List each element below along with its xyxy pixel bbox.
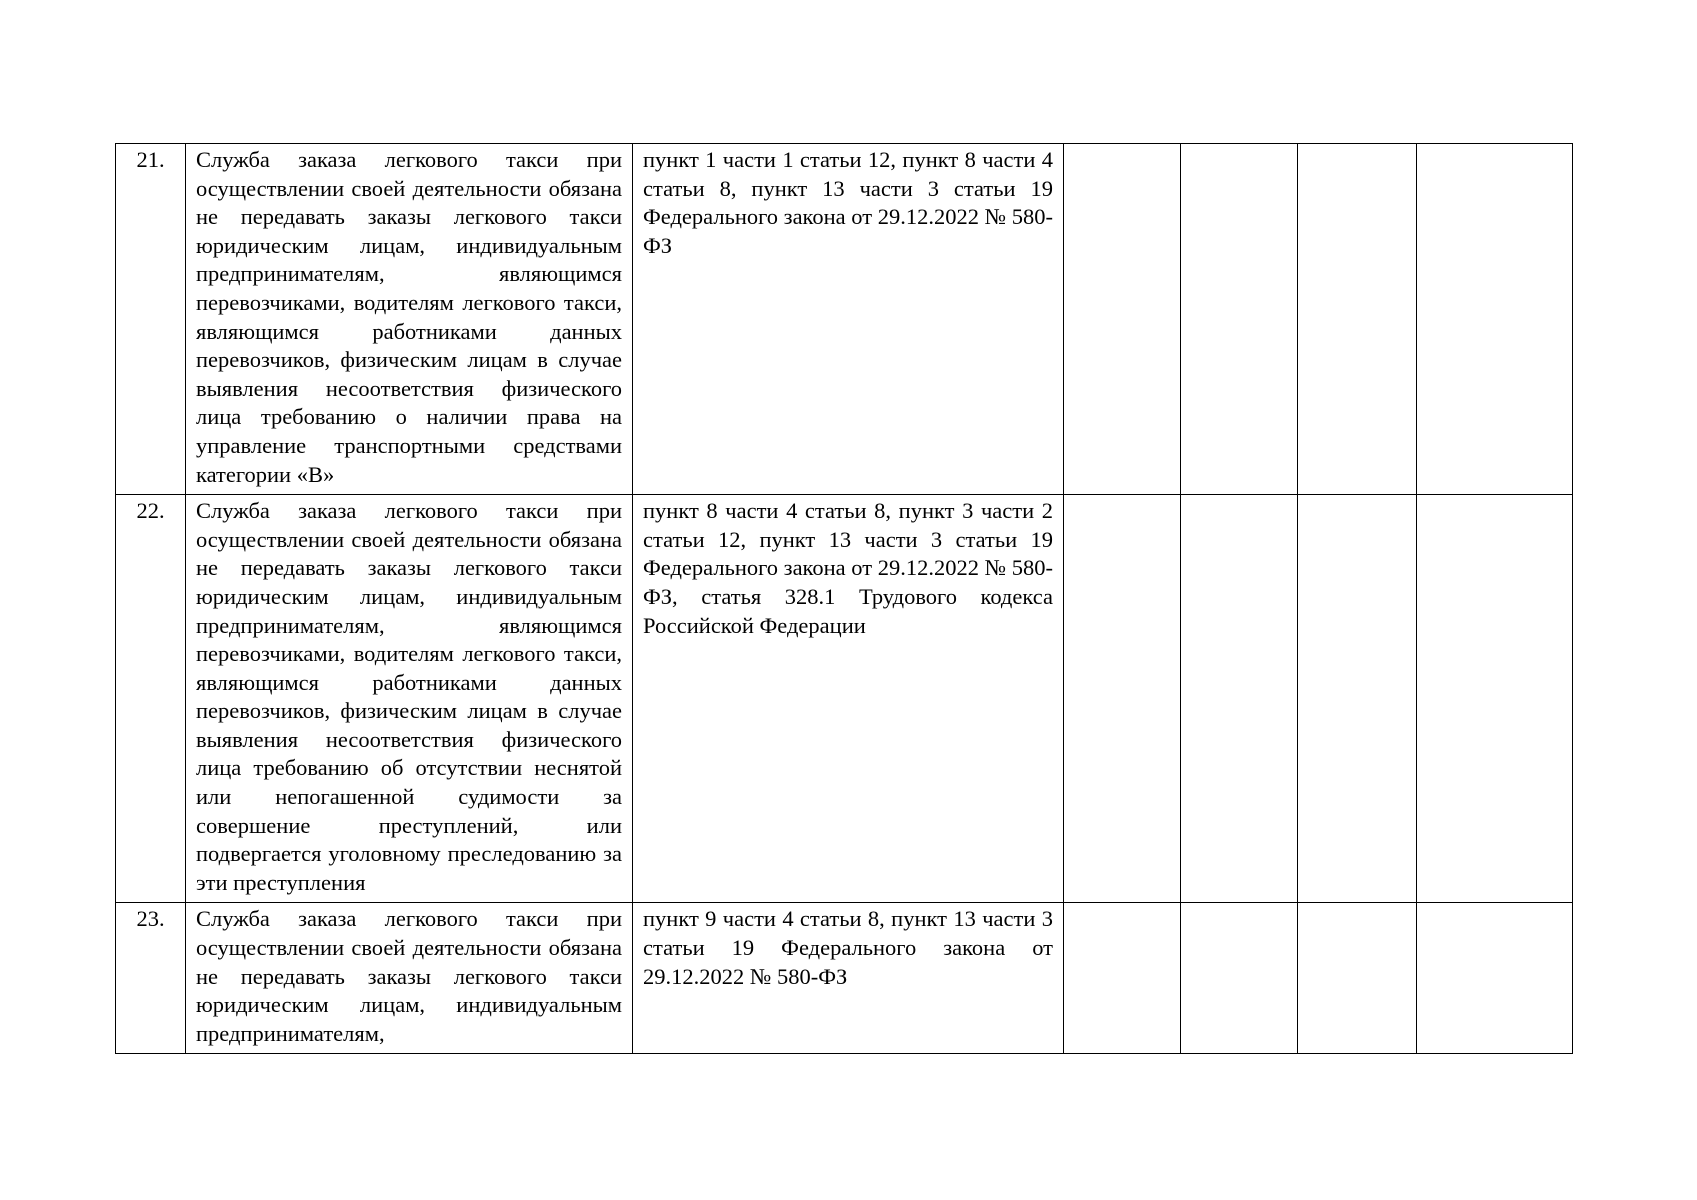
row-number: 21. <box>116 144 186 495</box>
empty-cell <box>1181 903 1298 1054</box>
legal-reference: пункт 1 части 1 статьи 12, пункт 8 части 4 статьи 8, пункт 13 части 3 статьи 19 Федерального закона от 29.12.2022 № 580-ФЗ <box>633 144 1064 495</box>
requirement-text: Служба заказа легкового такси при осуществлении своей деятельности обязана не передавать заказы легкового такси юридическим лицам, индивидуальным предпринимателям, <box>186 903 633 1054</box>
empty-cell <box>1298 495 1417 903</box>
legal-reference: пункт 8 части 4 статьи 8, пункт 3 части 2 статьи 12, пункт 13 части 3 статьи 19 Федерального закона от 29.12.2022 № 580-ФЗ, статья 328.1 Трудового кодекса Российской Федерации <box>633 495 1064 903</box>
requirements-table <box>115 143 1573 1054</box>
row-number: 23. <box>116 903 186 1054</box>
empty-cell <box>1181 495 1298 903</box>
empty-cell <box>1181 144 1298 495</box>
empty-cell <box>1064 495 1181 903</box>
table-row <box>116 495 1573 903</box>
requirement-text: Служба заказа легкового такси при осуществлении своей деятельности обязана не передавать заказы легкового такси юридическим лицам, индивидуальным предпринимателям, являющимся перевозчиками, водителям легкового такси, являющимся работниками данных перевозчиков, физическим лицам в случае выявления несоответствия физического лица требованию о наличии права на управление транспортными средствами категории «В» <box>186 144 633 495</box>
empty-cell <box>1064 144 1181 495</box>
requirement-text: Служба заказа легкового такси при осуществлении своей деятельности обязана не передавать заказы легкового такси юридическим лицам, индивидуальным предпринимателям, являющимся перевозчиками, водителям легкового такси, являющимся работниками данных перевозчиков, физическим лицам в случае выявления несоответствия физического лица требованию об отсутствии неснятой или непогашенной судимости за совершение преступлений, или подвергается уголовному преследованию за эти преступления <box>186 495 633 903</box>
empty-cell <box>1298 903 1417 1054</box>
row-number: 22. <box>116 495 186 903</box>
empty-cell <box>1298 144 1417 495</box>
table-row <box>116 144 1573 495</box>
empty-cell <box>1417 144 1573 495</box>
empty-cell <box>1417 903 1573 1054</box>
table-row <box>116 903 1573 1054</box>
legal-reference: пункт 9 части 4 статьи 8, пункт 13 части 3 статьи 19 Федерального закона от 29.12.2022 № 580-ФЗ <box>633 903 1064 1054</box>
empty-cell <box>1064 903 1181 1054</box>
empty-cell <box>1417 495 1573 903</box>
